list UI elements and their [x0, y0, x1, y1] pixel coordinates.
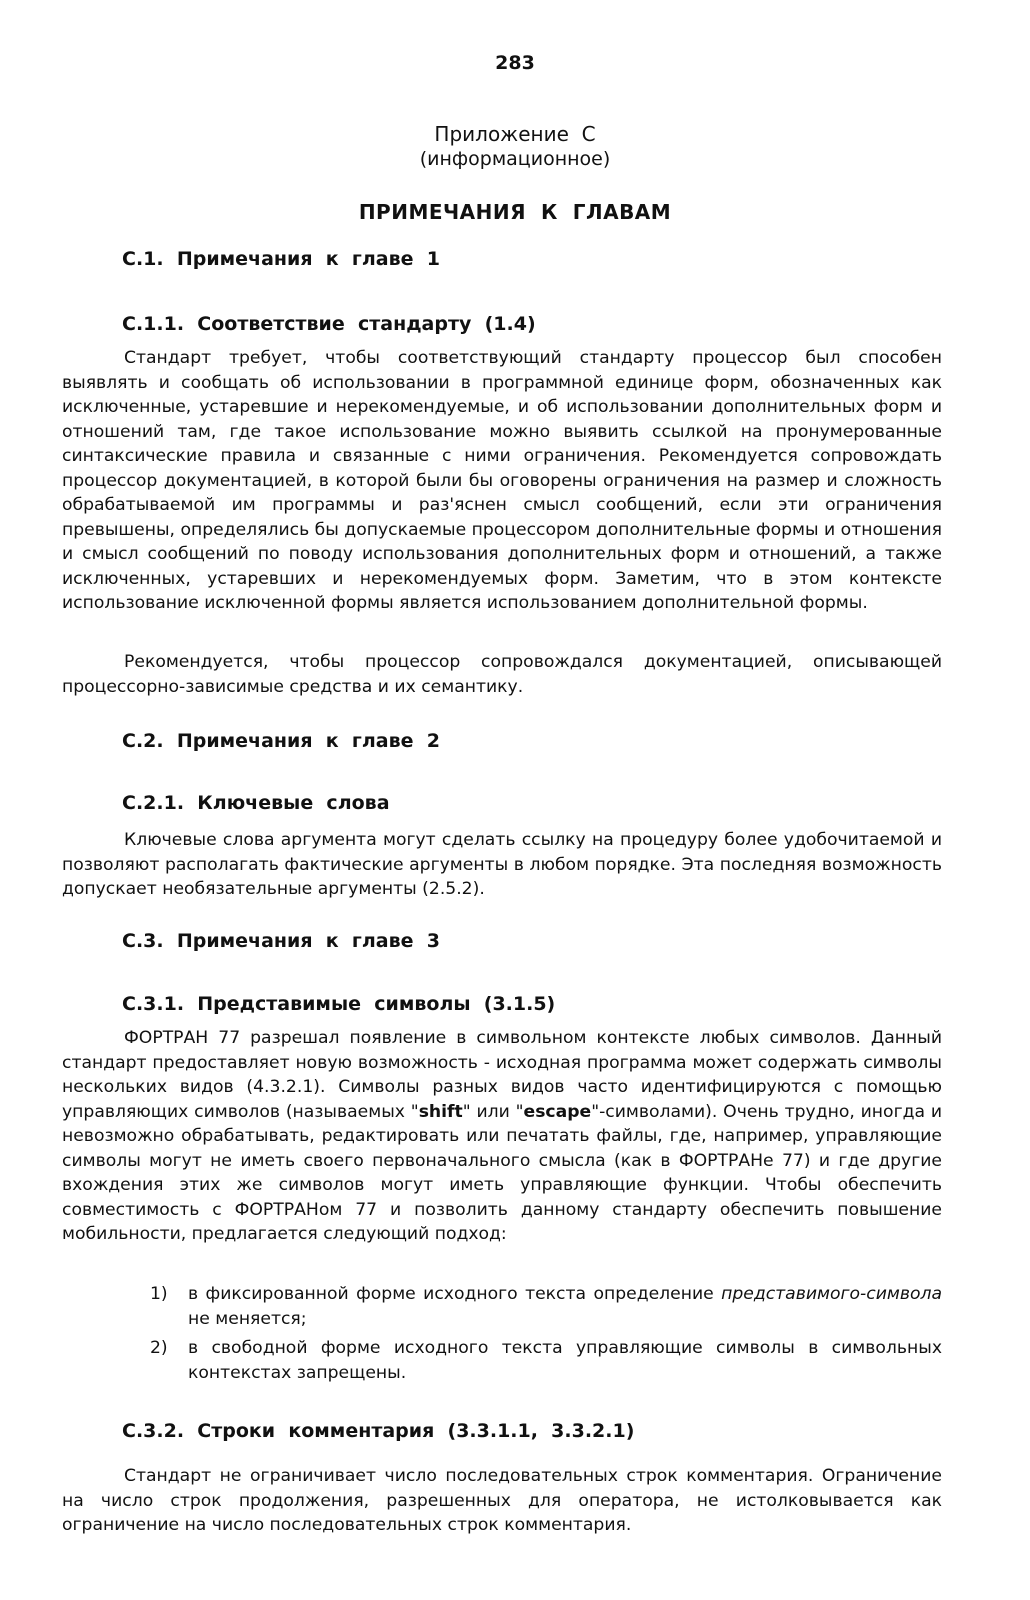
list-item-1	[150, 1282, 942, 1331]
section-c1-heading: С.1. Примечания к главе 1	[122, 248, 440, 270]
keyword-escape: escape	[523, 1101, 592, 1122]
keyword-shift: shift	[418, 1101, 463, 1122]
paragraph-text: ФОРТРАН 77 разрешал появление в символьном контексте любых символов. Данный стандарт предоставляет новую возможность - исходная программа может содержать символы нескольких видов (4.3.2.1). Символы разных видов часто идентифицируются с помощью управляющих символов (называемых "	[62, 1028, 942, 1122]
list-item-number: 1)	[150, 1284, 168, 1304]
italic-term: представимого-символа	[721, 1284, 942, 1304]
list-item-text	[188, 1282, 942, 1331]
paragraph-text: Рекомендуется, чтобы процессор сопровождался документацией, описывающей процессорно-зависимые средства и их семантику.	[62, 652, 942, 697]
section-c3-2-paragraph	[62, 1464, 942, 1538]
section-c3-1-paragraph	[62, 1026, 942, 1247]
appendix-subtitle: (информационное)	[419, 148, 611, 170]
section-c1-1-heading: С.1.1. Соответствие стандарту (1.4)	[122, 313, 536, 335]
paragraph-text: " или "	[462, 1101, 524, 1122]
section-c3-1-heading: С.3.1. Представимые символы (3.1.5)	[122, 993, 556, 1015]
list-item-text-part: не меняется;	[188, 1308, 307, 1329]
appendix-title: Приложение С	[434, 122, 596, 146]
list-item-2	[150, 1336, 942, 1385]
page-number: 283	[495, 52, 535, 74]
section-c2-heading: С.2. Примечания к главе 2	[122, 730, 440, 752]
list-item-number: 2)	[150, 1338, 168, 1358]
paragraph-text: "-символами). Очень трудно, иногда и невозможно обрабатывать, редактировать или печатать файлы, где, например, управляющие символы могут не иметь своего первоначального смысла (как в ФОРТРАНе 77) и где другие вхождения этих же символов могут иметь управляющие функции. Чтобы обеспечить совместимость с ФОРТРАНом 77 и позволить данному стандарту обеспечить повышение мобильности, предлагается следующий подход:	[62, 1101, 943, 1244]
list-item-text-part: в фиксированной форме исходного текста определение	[188, 1284, 722, 1304]
paragraph-text: Стандарт требует, чтобы соответствующий стандарту процессор был способен выявлять и сообщать об использовании в программной единице форм, обозначенных как исключенные, устаревшие и нерекомендуемые, и об использовании дополнительных форм и отношений там, где такое использование можно выявить ссылкой на пронумерованные синтаксические правила и связанные с ними ограничения. Рекомендуется сопровождать процессор документацией, в которой были бы оговорены ограничения на размер и сложность обрабатываемой им программы и раз'яснен смысл сообщений, если эти ограничения превышены, определялись бы допускаемые процессором дополнительные формы и отношения и смысл сообщений по поводу использования дополнительных форм и отношений, а также исключенных, устаревших и нерекомендуемых форм. Заметим, что в этом контексте использование исключенной формы является использованием дополнительной формы.	[62, 348, 943, 613]
list-item-text: в свободной форме исходного текста управляющие символы в символьных контекстах запрещены.	[188, 1338, 942, 1383]
section-c2-1-paragraph	[62, 828, 942, 902]
section-c1-1-paragraph	[62, 346, 942, 616]
section-c3-heading: С.3. Примечания к главе 3	[122, 930, 440, 952]
section-c3-2-heading: С.3.2. Строки комментария (3.3.1.1, 3.3.2.1)	[122, 1420, 635, 1442]
section-c1-1-paragraph-2	[62, 650, 942, 699]
paragraph-text: Стандарт не ограничивает число последовательных строк комментария. Ограничение на число строк продолжения, разрешенных для оператора, не истолковывается как ограничение на число последовательных строк комментария.	[62, 1466, 942, 1535]
main-title: ПРИМЕЧАНИЯ К ГЛАВАМ	[358, 200, 672, 224]
paragraph-text: Ключевые слова аргумента могут сделать ссылку на процедуру более удобочитаемой и позволяют располагать фактические аргументы в любом порядке. Эта последняя возможность допускает необязательные аргументы (2.5.2).	[62, 830, 942, 899]
section-c2-1-heading: С.2.1. Ключевые слова	[122, 792, 390, 814]
